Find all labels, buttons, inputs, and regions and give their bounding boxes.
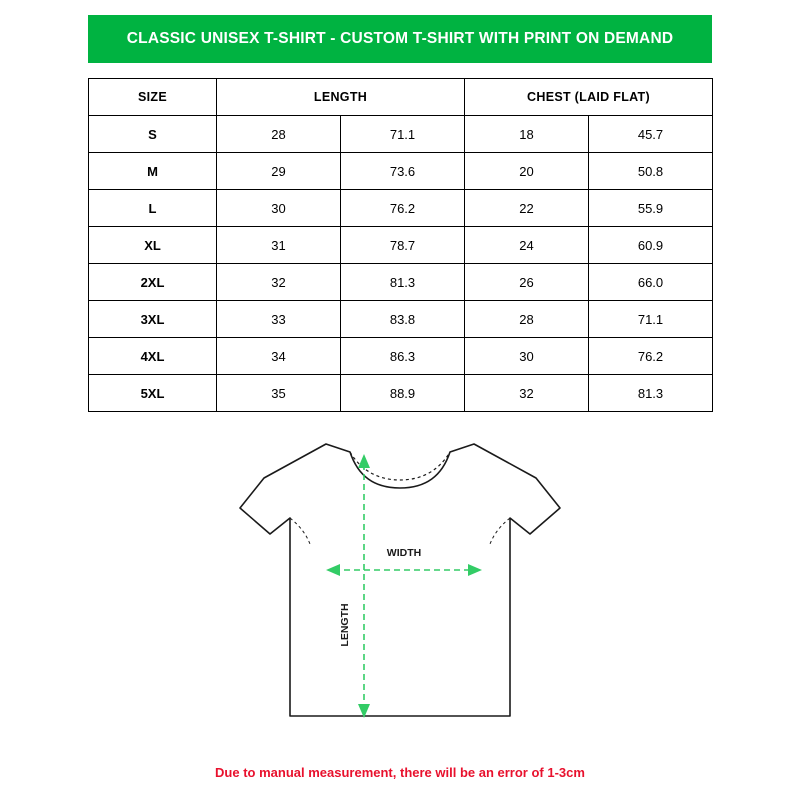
size-table-container bbox=[88, 78, 712, 412]
cell-length-in: 33 bbox=[217, 301, 341, 338]
table-row bbox=[89, 116, 713, 153]
cell-chest-in: 22 bbox=[465, 190, 589, 227]
cell-chest-in: 24 bbox=[465, 227, 589, 264]
header-banner bbox=[88, 15, 712, 63]
cell-length-cm: 81.3 bbox=[341, 264, 465, 301]
tshirt-outline-icon bbox=[240, 444, 560, 716]
cell-length-cm: 88.9 bbox=[341, 375, 465, 412]
cell-size: M bbox=[89, 153, 217, 190]
tshirt-diagram bbox=[230, 430, 570, 740]
cell-chest-cm: 55.9 bbox=[589, 190, 713, 227]
cell-size: 4XL bbox=[89, 338, 217, 375]
size-table bbox=[88, 78, 713, 412]
cell-size: L bbox=[89, 190, 217, 227]
cell-length-in: 32 bbox=[217, 264, 341, 301]
cell-length-in: 29 bbox=[217, 153, 341, 190]
cell-size: S bbox=[89, 116, 217, 153]
cell-length-cm: 83.8 bbox=[341, 301, 465, 338]
cell-length-cm: 76.2 bbox=[341, 190, 465, 227]
cell-length-cm: 86.3 bbox=[341, 338, 465, 375]
cell-chest-cm: 60.9 bbox=[589, 227, 713, 264]
cell-length-in: 28 bbox=[217, 116, 341, 153]
cell-chest-cm: 76.2 bbox=[589, 338, 713, 375]
table-row bbox=[89, 301, 713, 338]
table-header-row bbox=[89, 79, 713, 116]
cell-size: XL bbox=[89, 227, 217, 264]
cell-length-cm: 78.7 bbox=[341, 227, 465, 264]
table-header bbox=[89, 79, 713, 116]
table-body bbox=[89, 116, 713, 412]
table-row bbox=[89, 153, 713, 190]
column-header-chest: CHEST (LAID FLAT) bbox=[465, 79, 713, 116]
cell-chest-in: 18 bbox=[465, 116, 589, 153]
cell-chest-in: 32 bbox=[465, 375, 589, 412]
cell-chest-cm: 45.7 bbox=[589, 116, 713, 153]
cell-length-in: 31 bbox=[217, 227, 341, 264]
cell-chest-in: 20 bbox=[465, 153, 589, 190]
cell-chest-in: 30 bbox=[465, 338, 589, 375]
cell-chest-cm: 50.8 bbox=[589, 153, 713, 190]
cell-chest-cm: 71.1 bbox=[589, 301, 713, 338]
cell-size: 5XL bbox=[89, 375, 217, 412]
table-row bbox=[89, 375, 713, 412]
cell-chest-cm: 81.3 bbox=[589, 375, 713, 412]
length-label: LENGTH bbox=[339, 603, 351, 647]
width-label: WIDTH bbox=[386, 547, 422, 559]
table-row bbox=[89, 338, 713, 375]
cell-chest-cm: 66.0 bbox=[589, 264, 713, 301]
cell-length-in: 35 bbox=[217, 375, 341, 412]
column-header-length: LENGTH bbox=[217, 79, 465, 116]
cell-size: 3XL bbox=[89, 301, 217, 338]
cell-chest-in: 26 bbox=[465, 264, 589, 301]
table-row bbox=[89, 227, 713, 264]
cell-chest-in: 28 bbox=[465, 301, 589, 338]
table-row bbox=[89, 264, 713, 301]
measurement-disclaimer: Due to manual measurement, there will be an error of 1-3cm bbox=[215, 765, 585, 780]
table-row bbox=[89, 190, 713, 227]
page-title: CLASSIC UNISEX T-SHIRT - CUSTOM T-SHIRT WITH PRINT ON DEMAND bbox=[126, 30, 674, 47]
cell-size: 2XL bbox=[89, 264, 217, 301]
cell-length-in: 34 bbox=[217, 338, 341, 375]
column-header-size: SIZE bbox=[89, 79, 217, 116]
cell-length-cm: 73.6 bbox=[341, 153, 465, 190]
cell-length-cm: 71.1 bbox=[341, 116, 465, 153]
cell-length-in: 30 bbox=[217, 190, 341, 227]
